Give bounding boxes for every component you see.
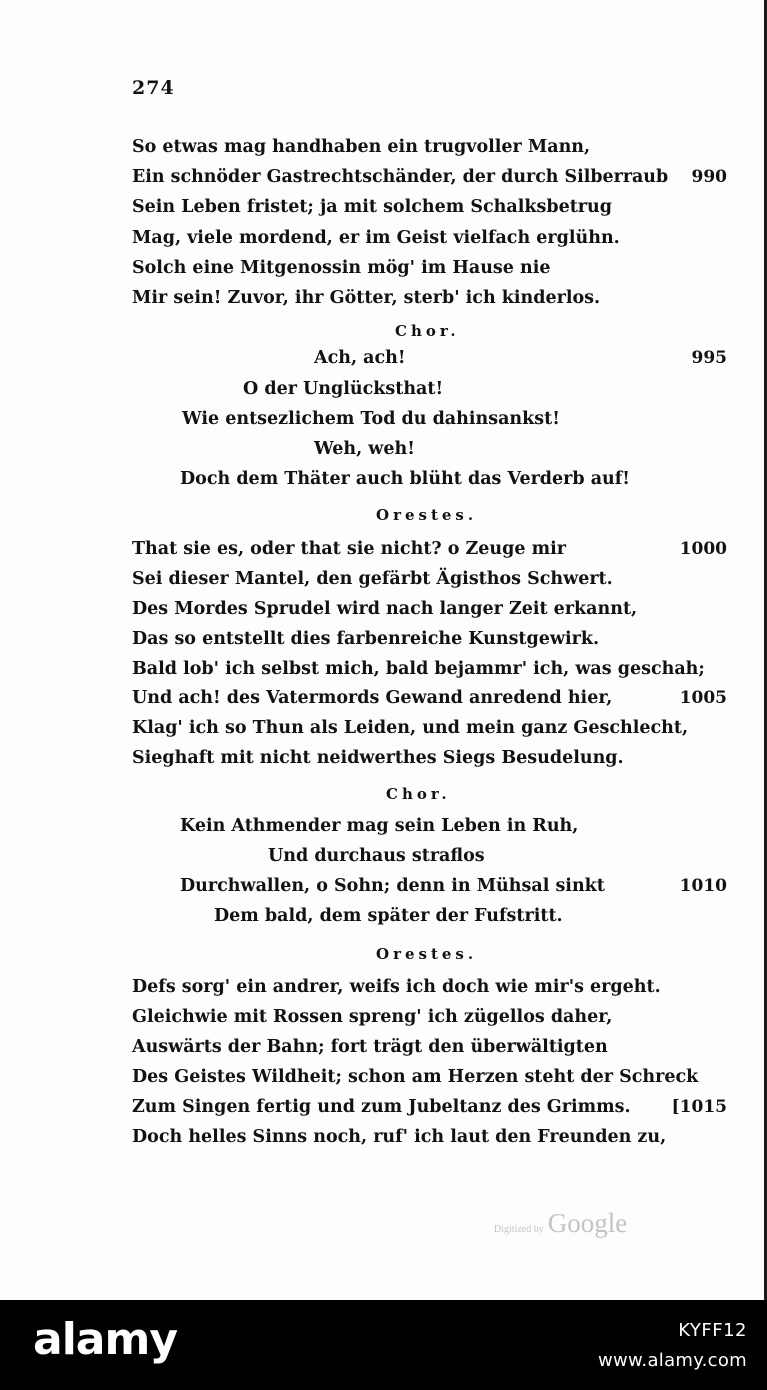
verse-line: Wie entsezlichem Tod du dahinsankst! [182,409,560,429]
verse-line: Defs sorg' ein andrer, weifs ich doch wie mir's ergeht. [132,977,661,997]
verse-line: O der Unglücksthat! [243,379,444,399]
verse-line: Des Mordes Sprudel wird nach langer Zeit erkannt, [132,599,638,619]
verse-line: Sei dieser Mantel, den gefärbt Ägisthos Schwert. [132,569,613,589]
page-number: 274 [132,77,175,99]
verse-line: Ein schnöder Gastrechtschänder, der durch Silberraub [132,167,669,187]
verse-line: Doch helles Sinns noch, ruf' ich laut den Freunden zu, [132,1127,667,1147]
google-watermark [494,1208,627,1239]
verse-line: Mir sein! Zuvor, ihr Götter, sterb' ich kinderlos. [132,288,601,308]
verse-line: Durchwallen, o Sohn; denn in Mühsal sinkt [180,876,605,896]
speaker-heading: Chor. [386,785,451,803]
verse-line: Das so entstellt dies farbenreiche Kunstgewirk. [132,629,600,649]
verse-line: Auswärts der Bahn; fort trägt den überwältigten [132,1037,608,1057]
site-url: www.alamy.com [598,1350,747,1371]
speaker-heading: Orestes. [376,506,478,524]
verse-line: Solch eine Mitgenossin mög' im Hause nie [132,258,551,278]
verse-line: Dem bald, dem später der Fufstritt. [214,906,563,926]
alamy-logo: alamy [33,1314,177,1365]
verse-line: Mag, viele mordend, er im Geist vielfach erglühn. [132,228,620,248]
line-number: 1005 [679,688,727,708]
line-number: 1000 [679,539,727,559]
line-number: 1010 [679,876,727,896]
watermark-prefix: Digitized by [494,1224,544,1235]
verse-line: Gleichwie mit Rossen spreng' ich zügellos daher, [132,1007,613,1027]
verse-line: Doch dem Thäter auch blüht das Verderb auf! [180,469,630,489]
line-number: 995 [691,348,727,368]
verse-line: Des Geistes Wildheit; schon am Herzen steht der Schreck [132,1067,699,1087]
verse-line: Und ach! des Vatermords Gewand anredend hier, [132,688,613,708]
verse-line: Sieghaft mit nicht neidwerthes Siegs Besudelung. [132,748,624,768]
verse-line: Und durchaus straflos [268,846,485,866]
verse-line: Sein Leben fristet; ja mit solchem Schalksbetrug [132,197,612,217]
verse-line: Bald lob' ich selbst mich, bald bejammr' ich, was geschah; [132,659,705,679]
google-logo: Google [547,1208,628,1238]
verse-line: Zum Singen fertig und zum Jubeltanz des Grimms. [132,1097,631,1117]
line-number: [1015 [671,1097,727,1117]
verse-line: That sie es, oder that sie nicht? o Zeuge mir [132,539,566,559]
verse-line: Weh, weh! [314,439,415,459]
speaker-heading: Orestes. [376,945,478,963]
verse-line: Klag' ich so Thun als Leiden, und mein ganz Geschlecht, [132,718,689,738]
verse-line: Kein Athmender mag sein Leben in Ruh, [180,816,579,836]
speaker-heading: Chor. [395,322,460,340]
stock-footer [0,1300,767,1390]
verse-line: So etwas mag handhaben ein trugvoller Mann, [132,137,591,157]
image-id: KYFF12 [678,1320,747,1341]
verse-line: Ach, ach! [314,348,406,368]
line-number: 990 [691,167,727,187]
